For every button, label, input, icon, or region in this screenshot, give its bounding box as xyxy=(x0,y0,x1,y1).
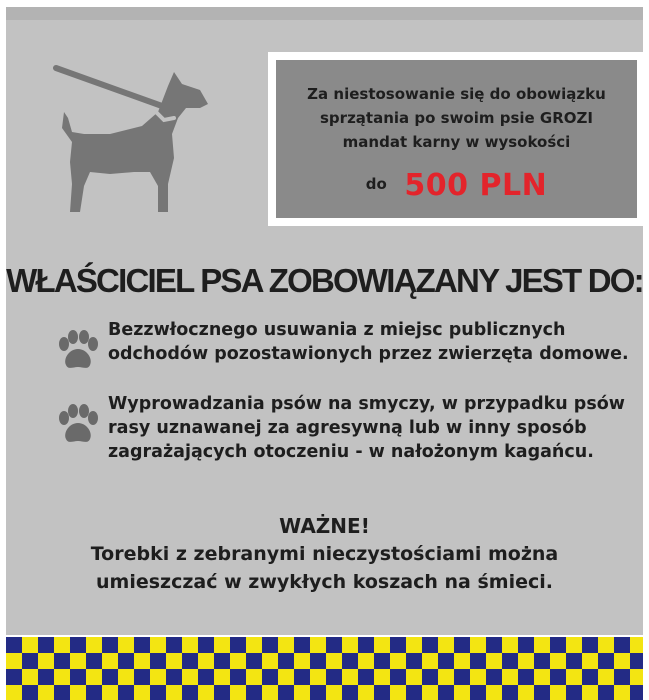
fine-amount-prefix: do xyxy=(365,175,387,193)
fine-amount-value: 500 PLN xyxy=(404,168,548,203)
paw-icon xyxy=(54,404,102,446)
duty-text xyxy=(108,318,629,366)
paw-icon xyxy=(54,330,102,372)
duty-text xyxy=(108,392,625,464)
duty-item xyxy=(54,318,629,378)
top-band xyxy=(6,0,643,7)
fine-line-2: sprzątania po swoim psie GROZI xyxy=(320,109,593,127)
top-divider xyxy=(6,7,643,20)
fine-line-1: Za niestosowanie się do obowiązku xyxy=(307,85,606,103)
checkered-band xyxy=(6,637,643,700)
important-line-2: umieszczać w zwykłych koszach na śmieci. xyxy=(96,571,553,593)
fine-line-3: mandat karny w wysokości xyxy=(342,133,571,151)
fine-box-inner xyxy=(276,60,637,218)
poster xyxy=(6,0,643,700)
important-line-1: Torebki z zebranymi nieczystościami można xyxy=(90,543,559,565)
important-note xyxy=(6,512,643,596)
fine-text xyxy=(276,82,637,154)
fine-amount xyxy=(276,168,637,203)
duty-1-line-1: Bezzwłocznego usuwania z miejsc publicznych xyxy=(108,320,566,340)
dog-on-leash-icon xyxy=(50,60,220,220)
duty-item xyxy=(54,392,625,476)
duty-1-line-2: odchodów pozostawionych przez zwierzęta domowe. xyxy=(108,344,629,364)
duty-2-line-2: rasy uznawanej za agresywną lub w inny sposób xyxy=(108,418,587,438)
duty-2-line-1: Wyprowadzania psów na smyczy, w przypadku psów xyxy=(108,394,625,414)
duty-2-line-3: zagrażających otoczeniu - w nałożonym kagańcu. xyxy=(108,442,594,462)
important-title: WAŻNE! xyxy=(279,514,370,538)
fine-box xyxy=(268,52,643,226)
duties-heading: WŁAŚCICIEL PSA ZOBOWIĄZANY JEST DO: xyxy=(6,262,643,299)
